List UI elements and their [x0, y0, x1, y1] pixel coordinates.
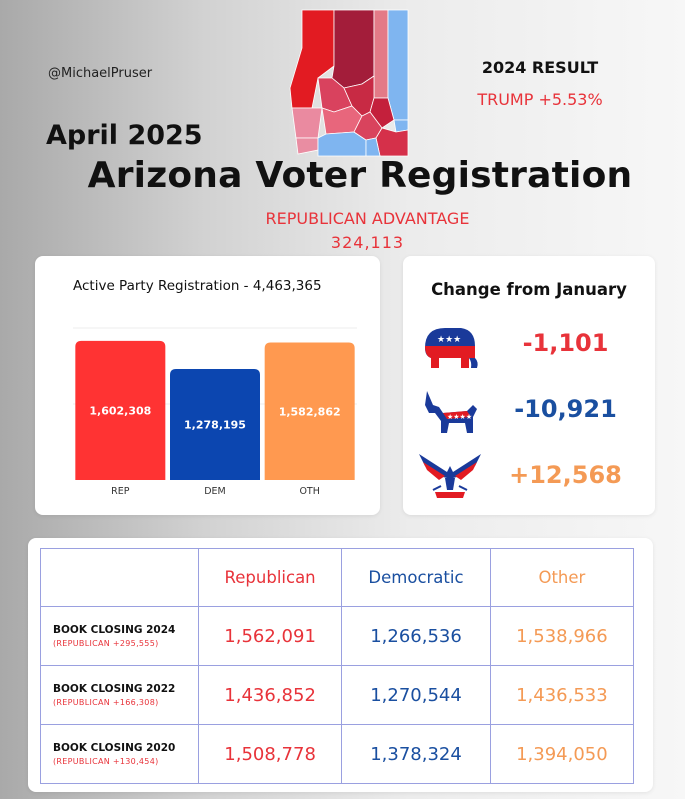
cell-other: 1,538,966 — [490, 607, 633, 666]
cell-democratic: 1,270,544 — [342, 666, 491, 725]
result-value: TRUMP +5.53% — [477, 90, 603, 109]
book-closing-table-card — [28, 538, 653, 792]
svg-text:★★★★: ★★★★ — [447, 413, 473, 421]
x-tick-label: DEM — [204, 486, 226, 497]
change-other-value: +12,568 — [509, 461, 622, 489]
chart-title: Active Party Registration - 4,463,365 — [73, 278, 322, 294]
row-sublabel: (REPUBLICAN +166,308) — [53, 698, 159, 707]
table-header-other: Other — [490, 549, 633, 607]
arizona-county-map — [282, 8, 414, 158]
row-label: BOOK CLOSING 2020 — [53, 742, 176, 754]
change-republican-value: -1,101 — [522, 329, 609, 357]
cell-democratic: 1,378,324 — [342, 725, 491, 784]
cell-other: 1,436,533 — [490, 666, 633, 725]
cell-republican: 1,562,091 — [199, 607, 342, 666]
county-coconino — [332, 10, 374, 88]
report-date: April 2025 — [46, 120, 203, 151]
registration-bar-chart — [35, 256, 380, 515]
table-row — [41, 666, 634, 725]
book-closing-table — [40, 548, 634, 784]
donkey-icon — [417, 383, 483, 441]
row-label-cell — [41, 607, 199, 666]
bar-value-label: 1,582,862 — [278, 405, 341, 419]
x-tick-label: REP — [111, 486, 130, 497]
table-row — [41, 725, 634, 784]
county-cochise — [376, 128, 408, 156]
cell-democratic: 1,266,536 — [342, 607, 491, 666]
page-title: Arizona Voter Registration — [87, 155, 633, 196]
change-democratic-value: -10,921 — [514, 395, 617, 423]
result-label: 2024 RESULT — [481, 58, 599, 77]
county-apache — [388, 10, 408, 120]
row-sublabel: (REPUBLICAN +130,454) — [53, 757, 159, 766]
row-label: BOOK CLOSING 2022 — [53, 683, 176, 695]
table-header-empty — [41, 549, 199, 607]
x-tick-label: OTH — [299, 486, 320, 497]
table-header-row — [41, 549, 634, 607]
advantage-value: 324,113 — [330, 233, 405, 252]
county-yuma — [296, 138, 318, 154]
svg-text:★★★: ★★★ — [437, 335, 462, 345]
table-row — [41, 607, 634, 666]
change-card — [403, 256, 655, 515]
eagle-icon — [417, 446, 483, 504]
row-sublabel: (REPUBLICAN +295,555) — [53, 639, 159, 648]
table-header-democratic: Democratic — [342, 549, 491, 607]
bar-value-label: 1,602,308 — [89, 404, 152, 418]
row-label-cell — [41, 725, 199, 784]
bar-value-label: 1,278,195 — [184, 418, 246, 432]
row-label-cell — [41, 666, 199, 725]
author-handle: @MichaelPruser — [48, 66, 153, 81]
county-lapaz — [292, 108, 322, 138]
cell-republican: 1,508,778 — [199, 725, 342, 784]
table-header-republican: Republican — [199, 549, 342, 607]
cell-republican: 1,436,852 — [199, 666, 342, 725]
registration-chart-card — [35, 256, 380, 515]
row-label: BOOK CLOSING 2024 — [53, 624, 176, 636]
change-title: Change from January — [431, 280, 627, 299]
advantage-label: REPUBLICAN ADVANTAGE — [265, 209, 470, 228]
county-navajo — [374, 10, 388, 98]
elephant-icon — [417, 318, 483, 376]
cell-other: 1,394,050 — [490, 725, 633, 784]
